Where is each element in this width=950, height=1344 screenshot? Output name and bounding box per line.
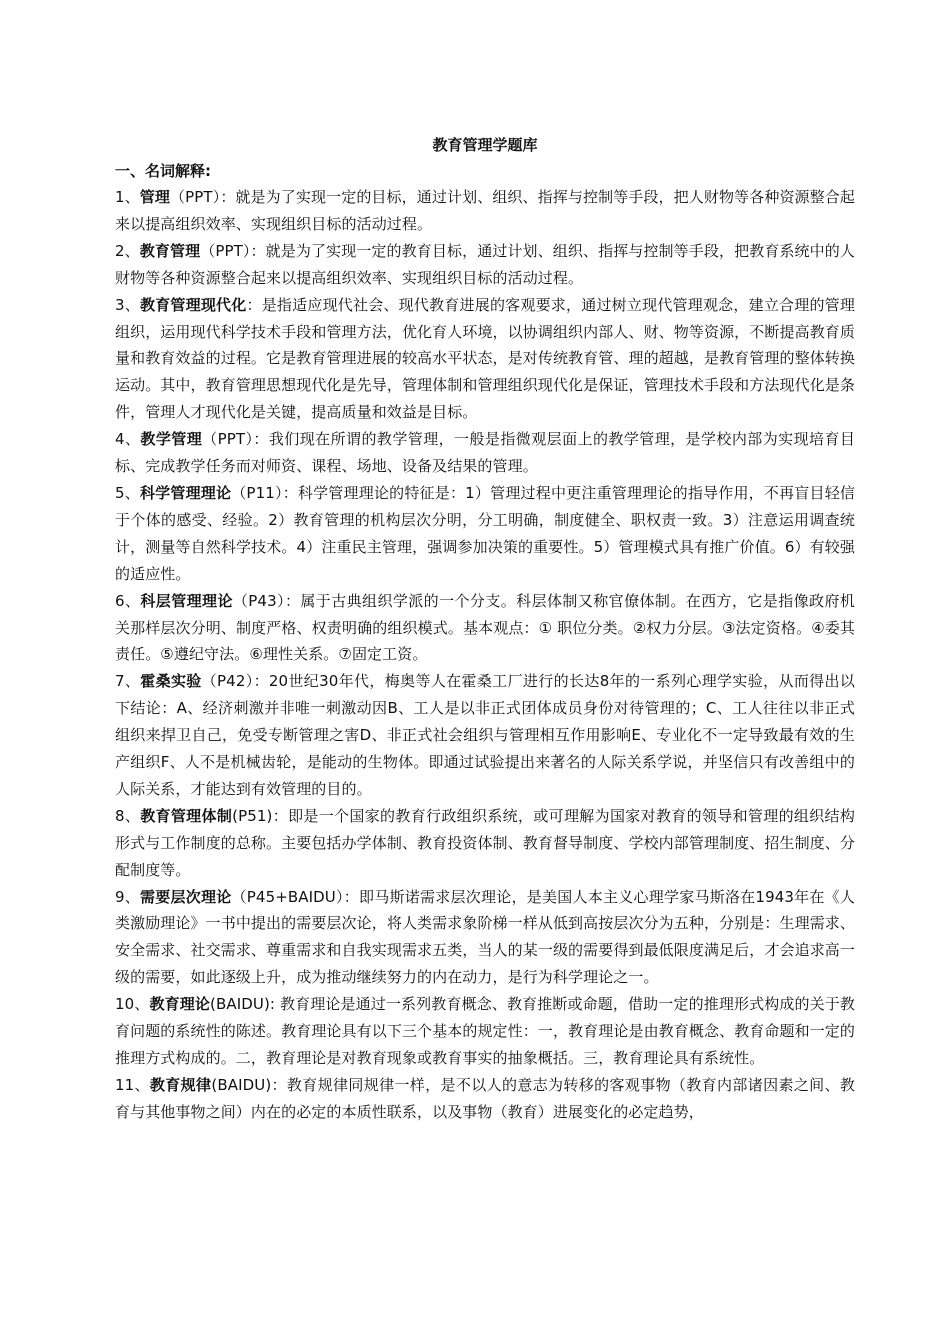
term-entry [115, 184, 855, 238]
entry-number: 4、 [115, 430, 141, 449]
term-entry [115, 884, 855, 992]
entry-term: 管理 [139, 188, 171, 206]
entry-term: 教育规律 [149, 1075, 212, 1094]
entry-definition: ：是指适应现代社会、现代教育进展的客观要求，通过树立现代管理观念，建立合理的管理组织，运用现代科学技术手段和管理方法，优化育人环境，以协调组织内部人、财、物等资源，不断提高教育质量和教育效益的过程。它是教育管理进展的较高水平状态，是对传统教育管、理的超越，是教育管理的整体转换运动。其中，教育管理思想现代化是先导，管理体制和管理组织现代化是保证，管理技术手段和方法现代化是条件，管理人才现代化是关键，提高质量和效益是目标。 [115, 295, 855, 422]
entry-term: 教学管理 [140, 430, 203, 449]
entry-definition: ：20世纪30年代，梅奥等人在霍桑工厂进行的长达8年的一系列心理学实验，从而得出以下结论：A、经济刺激并非唯一刺激动因B、工人是以非正式团体成员身份对待管理的；C、工人往往以非正式组织来捍卫自己，免受专断管理之害D、非正式社会组织与管理相互作用影响E、专业化不一定导致最有效的生产组织F、人不是机械齿轮，是能动的生物体。即通过试验提出来著名的人际关系学说，并坚信只有改善组中的人际关系，才能达到有效管理的目的。 [115, 672, 855, 798]
entry-number: 10、 [115, 995, 150, 1014]
entry-definition: ：即是一个国家的教育行政组织系统，或可理解为国家对教育的领导和管理的组织结构形式与工作制度的总称。主要包括办学体制、教育投资体制、教育督导制度、学校内部管理制度、招生制度、分配制度等。 [115, 806, 855, 879]
term-entry [115, 1072, 855, 1126]
entry-number: 2、 [115, 241, 140, 260]
entry-term: 霍桑实验 [140, 672, 202, 691]
term-entry [115, 991, 855, 1072]
term-entry [115, 480, 855, 588]
entry-definition: ：属于古典组织学派的一个分支。科层体制又称官僚体制。在西方，它是指像政府机关那样层次分明、制度严格、权责明确的组织模式。基本观点：① 职位分类。②权力分层。③法定资格。④委其责任。⑤遵纪守法。⑥理性关系。⑦固定工资。 [115, 591, 855, 664]
document-title: 教育管理学题库 [432, 136, 538, 154]
term-entry [115, 588, 855, 669]
entry-term: 教育管理 [139, 241, 201, 260]
entry-number: 1、 [115, 188, 140, 206]
term-entry [115, 668, 855, 803]
entry-term: 教育管理现代化 [139, 295, 247, 314]
term-entry [115, 238, 855, 292]
entry-source: （PPT） [202, 430, 254, 449]
entry-definition: ：就是为了实现一定的目标，通过计划、组织、指挥与控制等手段，把人财物等各种资源整合起来以提高组织效率、实现组织目标的活动过程。 [115, 188, 855, 233]
entry-number: 3、 [115, 295, 140, 314]
entry-number: 11、 [115, 1075, 150, 1094]
entry-source: （P45+BAIDU） [231, 887, 344, 906]
entry-number: 9、 [115, 887, 141, 906]
entry-term: 科层管理理论 [140, 591, 233, 610]
entry-definition: : 教育理论是通过一系列教育概念、教育推断或命题，借助一定的推理形式构成的关于教育问题的系统性的陈述。教育理论具有以下三个基本的规定性：一，教育理论是由教育概念、教育命题和一定的推理方式构成的。二，教育理论是对教育现象或教育事实的抽象概括。三，教育理论具有系统性。 [115, 995, 856, 1067]
entry-source: （P43） [232, 591, 285, 610]
entry-term: 科学管理理论 [139, 483, 232, 502]
entry-source: （P42） [201, 672, 254, 691]
entry-term: 教育理论 [149, 995, 210, 1014]
term-entry [115, 426, 855, 480]
entry-source: (P51) [232, 806, 273, 825]
entry-source: （PPT） [170, 188, 221, 206]
entry-definition: ：即马斯诺需求层次理论，是美国人本主义心理学家马斯洛在1943年在《人类激励理论》一书中提出的需要层次论，将人类需求象阶梯一样从低到高按层次分为五种，分别是：生理需求、安全需求、社交需求、尊重需求和自我实现需求五类，当人的某一级的需要得到最低限度满足后，才会追求高一级的需要，如此逐级上升，成为推动继续努力的内在动力，是行为科学理论之一。 [115, 887, 855, 987]
document-page [115, 132, 855, 1126]
entry-number: 7、 [115, 672, 141, 691]
entry-source: (BAIDU) [211, 1075, 272, 1094]
term-entry [115, 803, 855, 884]
entry-definition: ：我们现在所谓的教学管理，一般是指微观层面上的教学管理，是学校内部为实现培育目标、完成教学任务而对师资、课程、场地、设备及结果的管理。 [115, 430, 855, 476]
entry-number: 8、 [115, 806, 141, 825]
entry-number: 6、 [115, 591, 141, 610]
entry-number: 5、 [115, 483, 140, 502]
entry-definition: ：就是为了实现一定的教育目标，通过计划、组织、指挥与控制等手段，把教育系统中的人财物等各种资源整合起来以提高组织效率、实现组织目标的活动过程。 [115, 241, 855, 287]
entry-source: （PPT） [200, 241, 251, 260]
entry-source: （P11） [231, 483, 283, 502]
term-list [115, 184, 855, 1126]
section-heading: 一、名词解释: [115, 162, 211, 180]
term-entry [115, 292, 855, 427]
entry-term: 需要层次理论 [140, 887, 232, 906]
entry-definition: ：教育规律同规律一样，是不以人的意志为转移的客观事物（教育内部诸因素之间、教育与其他事物之间）内在的必定的本质性联系，以及事物（教育）进展变化的必定趋势， [115, 1075, 856, 1121]
entry-definition: ：科学管理理论的特征是：1）管理过程中更注重管理理论的指导作用，不再盲目轻信于个体的感受、经验。2）教育管理的机构层次分明，分工明确，制度健全、职权责一致。3）注意运用调查统计，测量等自然科学技术。4）注重民主管理，强调参加决策的重要性。5）管理模式具有推广价值。6）有较强的适应性。 [115, 483, 855, 583]
entry-term: 教育管理体制 [140, 806, 233, 825]
entry-source: (BAIDU) [210, 995, 270, 1014]
